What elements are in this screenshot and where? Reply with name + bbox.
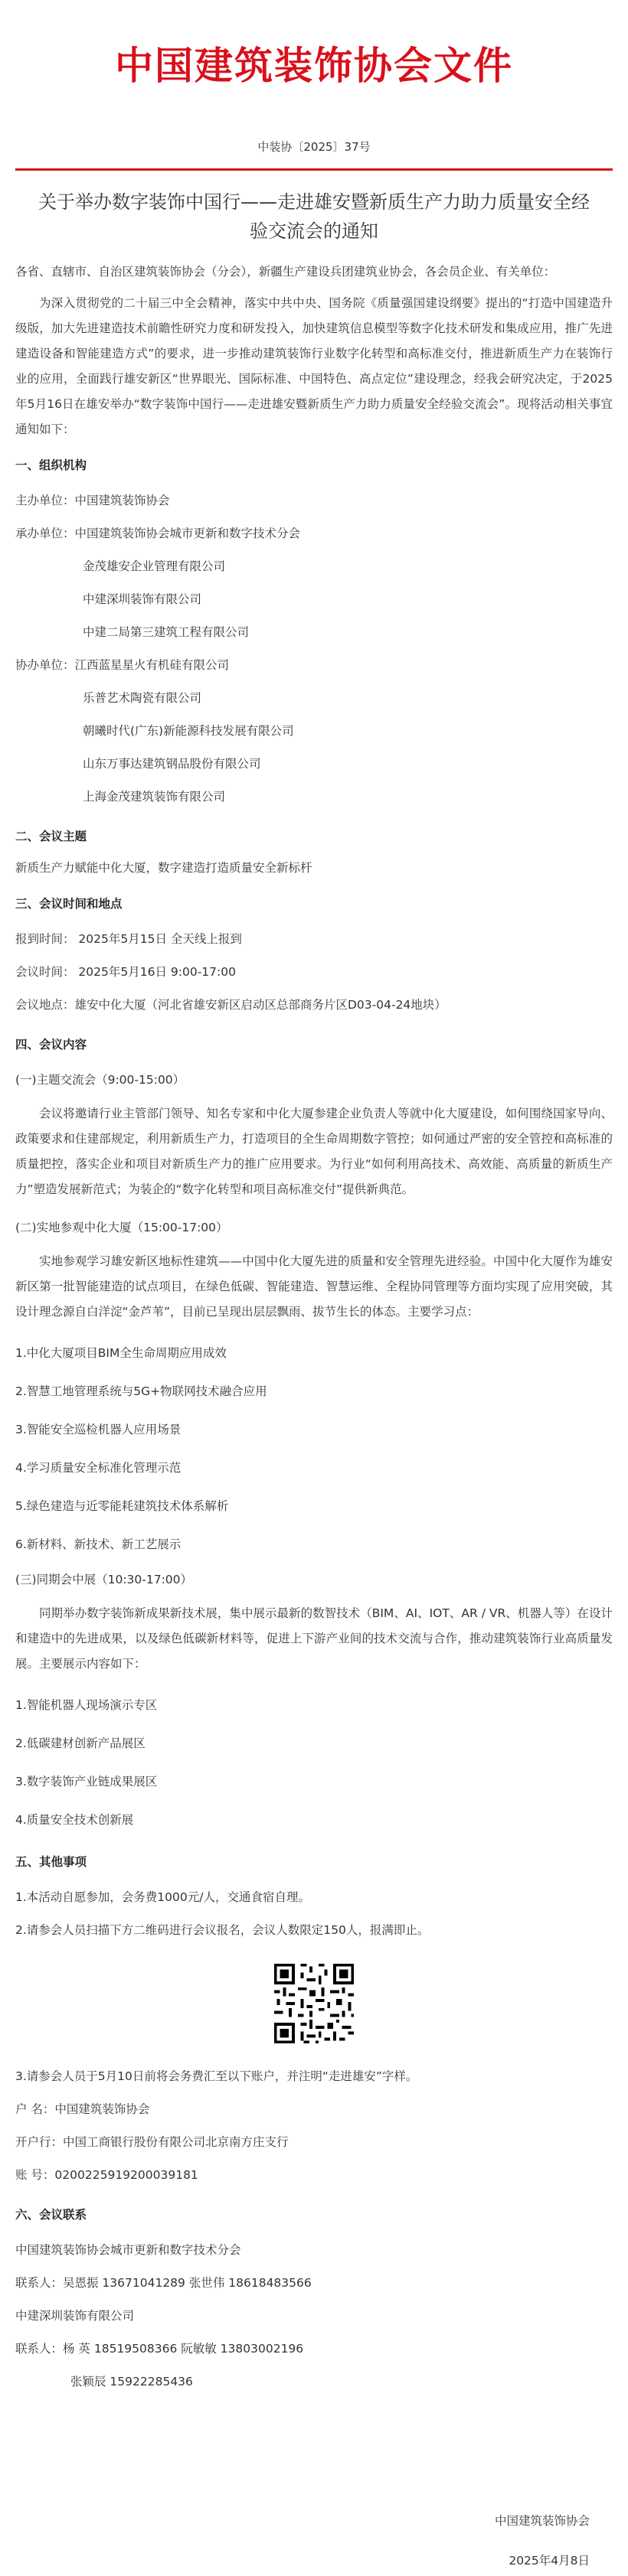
co-organizer-row [15,649,613,682]
theme-text: 新质生产力赋能中化大厦，数字建造打造质量安全新标杆 [15,861,312,875]
co-organizer-item: 山东万事达建筑钢品股份有限公司 [83,757,261,771]
contact-persons: 联系人：杨 英 18519508366 阮敏敏 13803002196 [15,2342,304,2356]
organizer-label: 承办单位： [15,527,75,540]
doc-number: 中装协〔2025〕37号 [257,140,371,154]
checkin-time: 报到时间： 2025年5月15日 全天线上报到 [15,932,242,946]
notice-title: 关于举办数字装饰中国行——走进雄安暨新质生产力助力质量安全经验交流会的通知 [38,191,590,242]
list-item: 2.低碳建材创新产品展区 [15,1736,146,1750]
other-item: 1.本活动自愿参加，会务费1000元/人，交通食宿自理。 [15,1890,310,1904]
list-item: 6.新材料、新技术、新工艺展示 [15,1537,182,1551]
subsection-text: 同期举办数字装饰新成果新技术展，集中展示最新的数智技术（BIM、AI、IOT、AR / VR、机器人等）在设计和建造中的先进成果，以及绿色低碳新材料等，促进上下游产业间的技术交流与合作，推动建筑装饰行业高质量发展。主要展示内容如下： [15,1606,613,1671]
masthead: 中国建筑装饰协会文件 [115,43,513,88]
other-item: 3.请参会人员于5月10日前将会务费汇至以下账户，并注明“走进雄安”字样。 [15,2069,418,2083]
co-organizer-label: 协办单位： [15,658,75,672]
co-organizer-item: 朝曦时代(广东)新能源科技发展有限公司 [83,724,294,738]
issue-date: 2025年4月8日 [509,2554,590,2568]
list-item: 5.绿色建造与近零能耗建筑技术体系解析 [15,1499,229,1513]
host-label: 主办单位： [15,494,75,507]
organizer-item: 金茂雄安企业管理有限公司 [83,559,226,573]
list-item: 4.质量安全技术创新展 [15,1813,134,1827]
contact-unit: 中建深圳装饰有限公司 [15,2309,135,2323]
list-item: 2.智慧工地管理系统与5G+物联网技术融合应用 [15,1384,267,1398]
section-heading: 二、会议主题 [15,830,87,843]
section-heading: 四、会议内容 [15,1038,87,1052]
other-item: 2.请参会人员扫描下方二维码进行会议报名，会议人数限定150人，报满即止。 [15,1923,430,1937]
account-name: 户 名：中国建筑装饰协会 [15,2102,150,2116]
issuing-org: 中国建筑装饰协会 [494,2514,590,2528]
section-heading: 一、组织机构 [15,458,87,472]
qr-code-icon[interactable] [271,1961,357,2046]
co-organizer-value: 江西蓝星星火有机硅有限公司 [74,658,230,672]
contact-persons: 联系人：吴恩振 13671041289 张世伟 18618483566 [15,2276,312,2290]
notice-body [15,259,613,2576]
organizer-item: 中建深圳装饰有限公司 [83,592,202,606]
subsection-title: (二)实地参观中化大厦（15:00-17:00） [15,1221,228,1234]
organizer-value: 中国建筑装饰协会城市更新和数字技术分会 [74,527,301,540]
list-item: 3.智能安全巡检机器人应用场景 [15,1423,182,1436]
subsection-title: (一)主题交流会（9:00-15:00） [15,1073,185,1087]
contact-persons-extra: 张颖辰 15922285436 [70,2375,193,2389]
contact-unit: 中国建筑装饰协会城市更新和数字技术分会 [15,2243,241,2257]
document-page [15,0,613,2576]
meeting-time: 会议时间： 2025年5月16日 9:00-17:00 [15,965,236,979]
account-number: 账 号：0200225919200039181 [15,2168,198,2182]
section-heading: 六、会议联系 [15,2208,87,2222]
subsection-text: 实地参观学习雄安新区地标性建筑——中国中化大厦先进的质量和安全管理先进经验。中国中化大厦作为雄安新区第一批智能建造的试点项目，在绿色低碳、智能建造、智慧运维、全程协同管理等方面均实现了应用突破，其设计理念源自白洋淀“金芦苇”，目前已呈现出层层飘雨、拔节生长的体态。主要学习点： [15,1254,613,1319]
signature-block [15,2506,613,2576]
qr-wrap [15,1961,613,2046]
list-item: 1.中化大厦项目BIM全生命周期应用成效 [15,1346,227,1360]
account-bank: 开户行：中国工商银行股份有限公司北京南方庄支行 [15,2135,289,2149]
list-item: 1.智能机器人现场演示专区 [15,1698,158,1712]
red-divider [15,168,613,171]
host-value: 中国建筑装饰协会 [74,494,170,507]
subsection-text: 会议将邀请行业主管部门领导、知名专家和中化大厦参建企业负责人等就中化大厦建设，如何围绕国家导向、政策要求和住建部规定，利用新质生产力，打造项目的全生命周期数字管控；如何通过严密的安全管控和高标准的质量把控，落实企业和项目对新质生产力的推广应用要求。为行业“如何利用高技术、高效能、高质量的新质生产力”塑造发展新范式；为装企的“数字化转型和项目高标准交付”提供新典范。 [15,1107,613,1196]
addressee: 各省、直辖市、自治区建筑装饰协会（分会），新疆生产建设兵团建筑业协会，各会员企业、有关单位： [15,265,556,279]
intro-paragraph: 为深入贯彻党的二十届三中全会精神，落实中共中央、国务院《质量强国建设纲要》提出的“打造中国建造升级版，加大先进建造技术前瞻性研究力度和研发投入，加快建筑信息模型等数字化技术研发和集成应用，推广先进建造设备和智能建造方式”的要求，进一步推动建筑装饰行业数字化转型和高标准交付，推进新质生产力在装饰行业的应用，全面践行雄安新区“世界眼光、国际标准、中国特色、高点定位”建设理念，经我会研究决定，于2025年5月16日在雄安举办“数字装饰中国行——走进雄安暨新质生产力助力质量安全经验交流会”。现将活动相关事宜通知如下： [15,296,613,436]
organizer-item: 中建二局第三建筑工程有限公司 [83,625,250,639]
meeting-venue: 会议地点：雄安中化大厦（河北省雄安新区启动区总部商务片区D03-04-24地块） [15,998,446,1012]
organizer-row [15,517,613,550]
list-item: 3.数字装饰产业链成果展区 [15,1775,158,1789]
subsection-title: (三)同期会中展（10:30-17:00） [15,1573,193,1586]
section-heading: 三、会议时间和地点 [15,897,123,911]
section-heading: 五、其他事项 [15,1855,87,1869]
co-organizer-item: 乐普艺术陶瓷有限公司 [83,691,202,705]
host-row [15,484,613,517]
list-item: 4.学习质量安全标准化管理示范 [15,1461,182,1475]
co-organizer-item: 上海金茂建筑装饰有限公司 [83,790,226,804]
